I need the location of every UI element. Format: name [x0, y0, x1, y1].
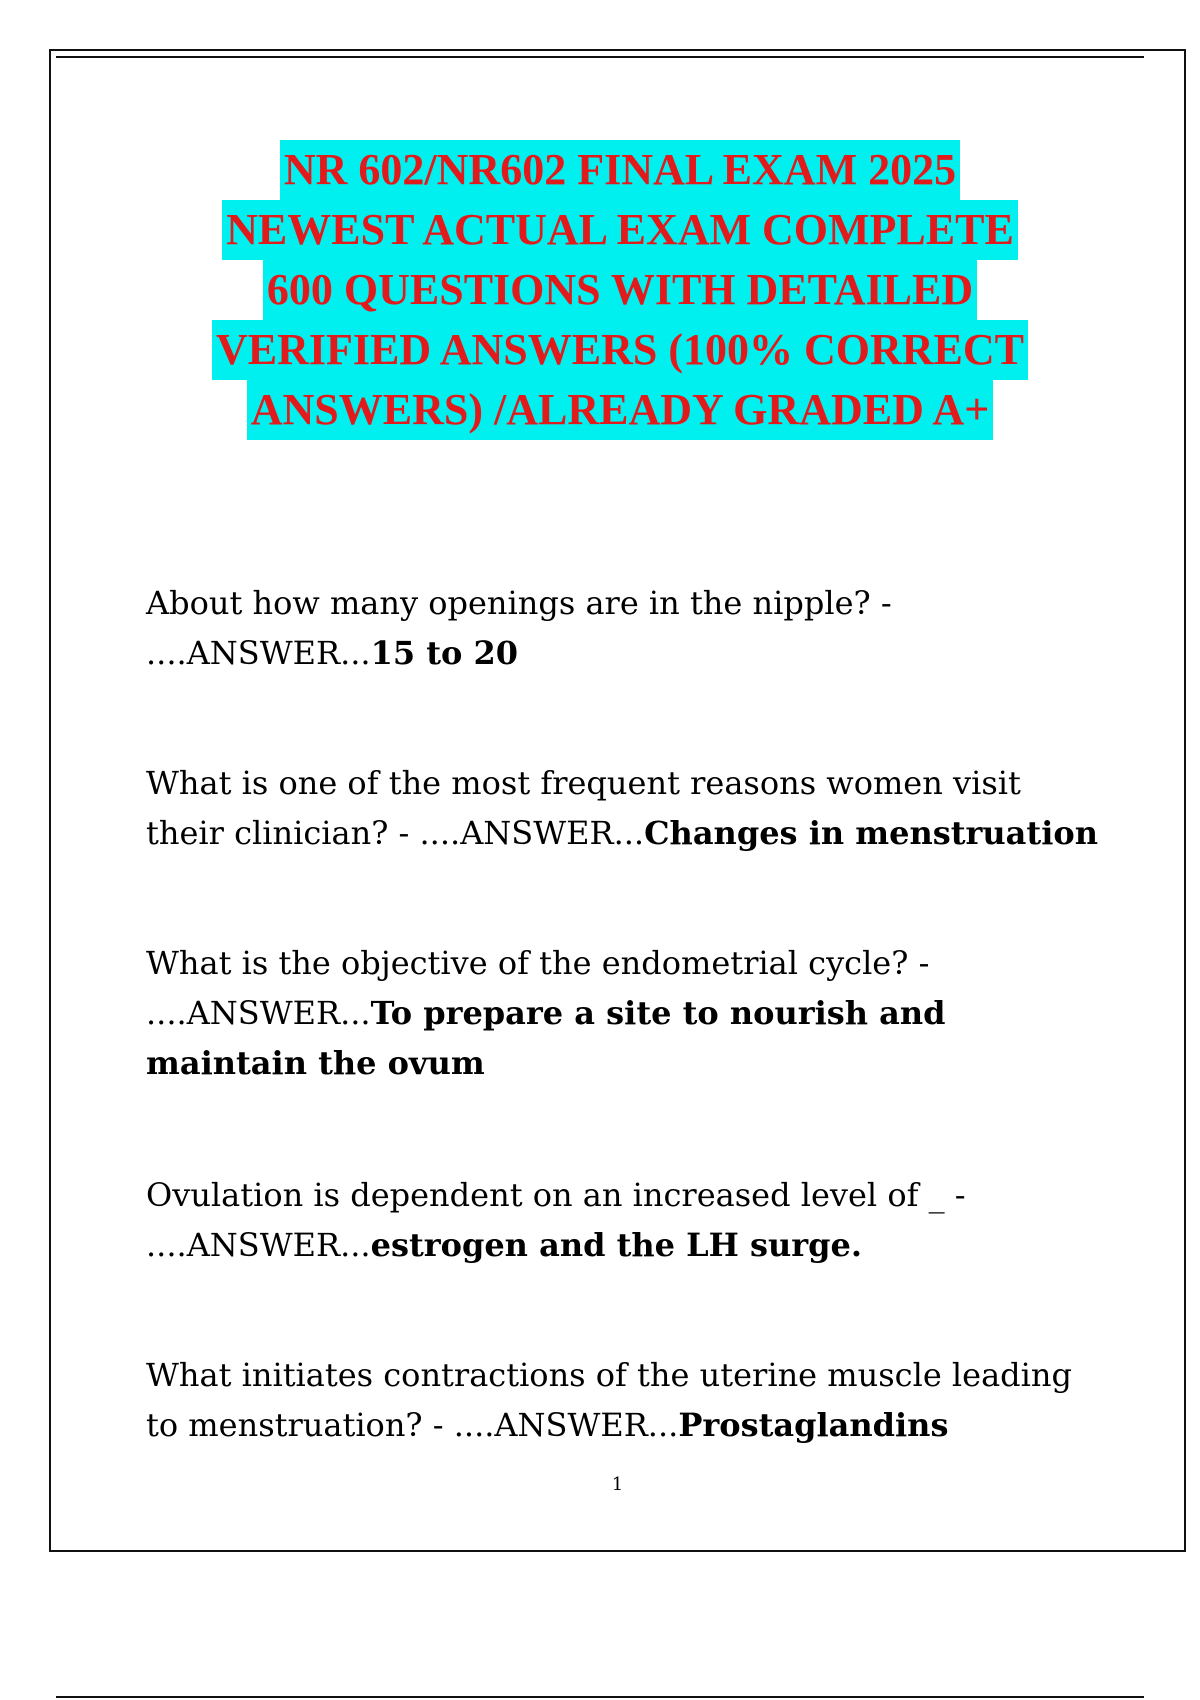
question-text: What initiates contractions of the uterine muscle leading to menstruation? -: [146, 1356, 1072, 1444]
question-item: [146, 938, 1106, 1088]
answer-prefix: ....ANSWER...: [146, 994, 371, 1032]
question-item: [146, 1350, 1106, 1450]
title-line: VERIFIED ANSWERS (100% CORRECT: [212, 320, 1028, 380]
title-line: 600 QUESTIONS WITH DETAILED: [263, 260, 977, 320]
answer-text: Changes in menstruation: [644, 814, 1098, 852]
answer-prefix: ....ANSWER...: [453, 1406, 679, 1444]
page-number: 1: [611, 1474, 624, 1495]
question-item: [146, 758, 1106, 858]
question-text: What is the objective of the endometrial cycle? -: [146, 944, 930, 982]
question-text: About how many openings are in the nipple? -: [146, 584, 892, 622]
title-line: NEWEST ACTUAL EXAM COMPLETE: [222, 200, 1018, 260]
bottom-rule: [56, 1696, 1144, 1698]
document-title: [140, 140, 1100, 440]
question-item: [146, 1170, 1106, 1270]
answer-prefix: ....ANSWER...: [146, 1226, 371, 1264]
answer-prefix: ....ANSWER...: [146, 634, 371, 672]
question-item: [146, 578, 1106, 678]
answer-text: estrogen and the LH surge.: [370, 1226, 863, 1264]
title-line: ANSWERS) /ALREADY GRADED A+: [247, 380, 994, 440]
question-text: What is one of the most frequent reasons women visit their clinician? -: [146, 764, 1021, 852]
answer-text: Prostaglandins: [678, 1406, 949, 1444]
answer-text: To prepare a site to nourish and maintain the ovum: [146, 994, 946, 1082]
answer-prefix: ....ANSWER...: [419, 814, 645, 852]
answer-text: 15 to 20: [370, 634, 519, 672]
question-text: Ovulation is dependent on an increased level of _ -: [146, 1176, 966, 1214]
title-line: NR 602/NR602 FINAL EXAM 2025: [280, 140, 960, 200]
